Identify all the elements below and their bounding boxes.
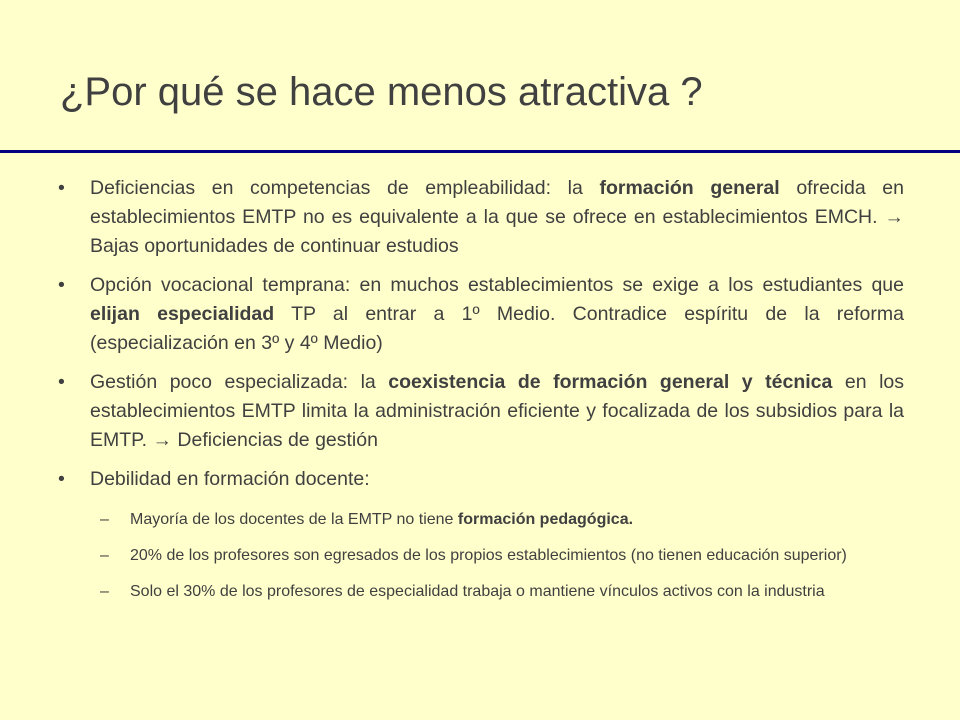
sub-bullet-marker: – xyxy=(100,511,109,528)
bullet-text: Debilidad en formación docente: xyxy=(90,468,370,490)
sub-bullet-industry xyxy=(58,580,904,603)
bullet-marker: • xyxy=(58,371,65,393)
arrow-icon: → xyxy=(884,206,904,228)
bullet-emphasis: coexistencia de formación general y técnica xyxy=(388,371,833,393)
bullet-text: TP al entrar a 1º Medio. Contradice espíritu de la reforma (especialización en 3º y 4º Medio) xyxy=(90,303,904,354)
sub-bullet-marker: – xyxy=(100,547,109,564)
sub-bullet-emphasis: formación pedagógica. xyxy=(457,511,634,528)
bullet-text: Gestión poco especializada: la xyxy=(90,371,389,393)
bullet-management xyxy=(58,368,904,455)
sub-bullet-text: Mayoría de los docentes de la EMTP no tiene xyxy=(130,511,458,528)
bullet-teacher-training xyxy=(58,465,904,494)
bullet-marker: • xyxy=(58,177,65,199)
bullet-marker: • xyxy=(58,274,65,296)
sub-bullet-text: Solo el 30% de los profesores de especialidad trabaja o mantiene vínculos activos con la industria xyxy=(130,583,825,600)
bullet-text: en los establecimientos EMTP limita la administración eficiente y focalizada de los subsidios para la EMTP. xyxy=(90,371,904,451)
slide-body xyxy=(58,174,904,616)
bullet-emphasis: elijan especialidad xyxy=(90,303,275,325)
bullet-marker: • xyxy=(58,468,65,490)
sub-bullet-pedagogical xyxy=(58,508,904,531)
arrow-icon: → xyxy=(152,429,172,451)
slide-title: ¿Por qué se hace menos atractiva ? xyxy=(60,70,703,114)
title-divider xyxy=(0,150,960,153)
bullet-emphasis: formación general xyxy=(599,177,780,199)
bullet-text: ofrecida en establecimientos EMTP no es equivalente a la que se ofrece en establecimientos EMCH. xyxy=(90,177,904,228)
bullet-text: Deficiencias en competencias de empleabilidad: la xyxy=(90,177,600,199)
bullet-employability xyxy=(58,174,904,261)
bullet-text: Deficiencias de gestión xyxy=(172,429,378,451)
bullet-vocational xyxy=(58,271,904,358)
bullet-text: Bajas oportunidades de continuar estudios xyxy=(90,235,459,257)
sub-bullet-text: 20% de los profesores son egresados de los propios establecimientos (no tienen educación superior) xyxy=(130,547,847,564)
bullet-text: Opción vocacional temprana: en muchos establecimientos se exige a los estudiantes que xyxy=(90,274,904,296)
sub-bullet-marker: – xyxy=(100,583,109,600)
sub-bullet-graduates xyxy=(58,544,904,567)
